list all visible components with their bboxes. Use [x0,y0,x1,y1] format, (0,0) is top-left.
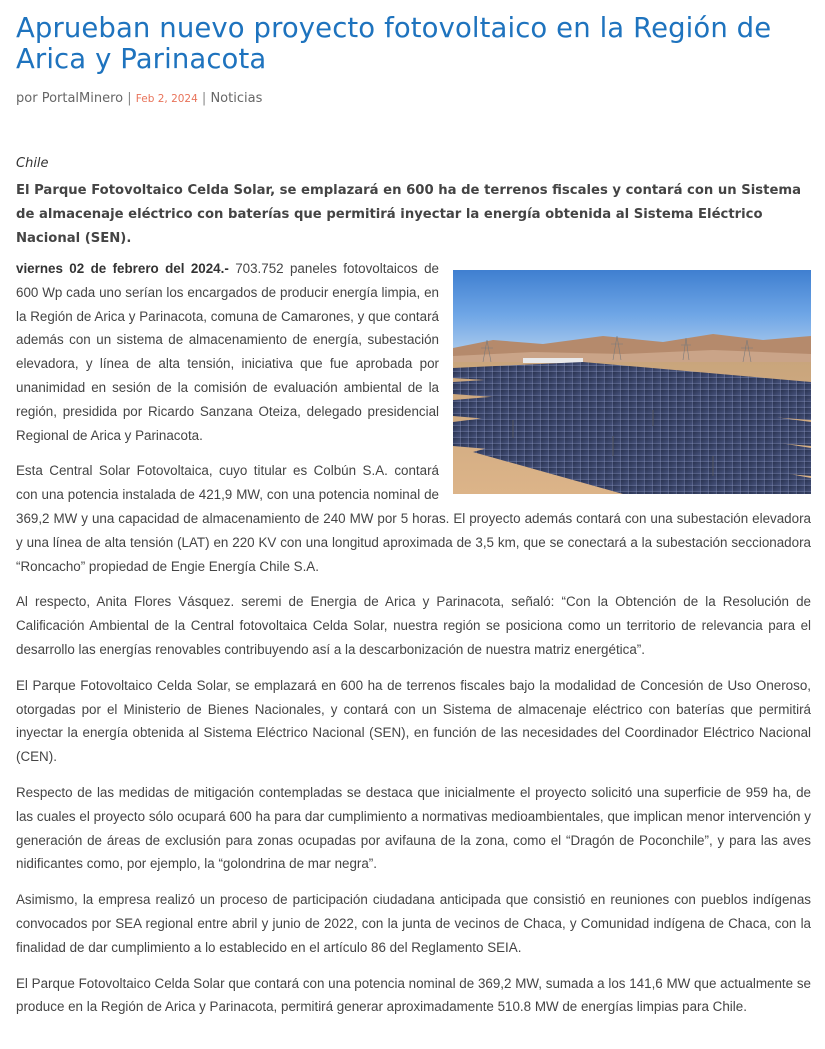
author-link[interactable]: PortalMinero [41,91,124,106]
published-date: Feb 2, 2024 [135,93,198,105]
paragraph-text: 703.752 paneles fotovoltaicos de 600 Wp cada uno serían los encargados de producir energía limpia, en la Región de Arica y Parinacota, comuna de Camarones, y que contará además con un sistema de almacenamiento de energía, subestación elevadora, y línea de alta tensión, iniciativa que fue aprobada por unanimidad en sesión de la comisión de evaluación ambiental de la región, presidida por Ricardo Sanzana Oteiza, delegado presidencial Regional de Arica y Parinacota. [16,261,439,443]
article [16,0,811,1031]
meta-separator: | [197,91,211,106]
paragraph: El Parque Fotovoltaico Celda Solar, se emplazará en 600 ha de terrenos fiscales bajo la modalidad de Concesión de Uso Oneroso, otorgadas por el Ministerio de Bienes Nacionales, y contará con un Sistema de almacenaje eléctrico con baterías que permitirá inyectar la energía obtenida al Sistema Eléctrico Nacional (SEN), en función de las necesidades del Coordinador Eléctrico Nacional (CEN). [16,677,811,765]
article-body [16,257,811,1019]
meta-separator: | [123,91,136,106]
paragraph: Esta Central Solar Fotovoltaica, cuyo titular es Colbún S.A. contará con una potencia instalada de 421,9 MW, con una potencia nominal de 369,2 MW y una capacidad de almacenamiento de 240 MW por 5 horas. El proyecto además contará con una subestación elevadora y una línea de alta tensión (LAT) en 220 KV con una longitud aproximada de 3,5 km, que se conectará a la subestación seccionadora “Roncacho” propiedad de Engie Energía Chile S.A. [16,463,811,574]
paragraph: El Parque Fotovoltaico Celda Solar que contará con una potencia nominal de 369,2 MW, sumada a los 141,6 MW que actualmente se produce en la Región de Arica y Parinacota, permitirá generar aproximadamente 510.8 MW de energías limpias para Chile. [16,975,811,1015]
kicker: Chile [16,156,49,171]
post-meta [16,90,811,108]
article-lead: El Parque Fotovoltaico Celda Solar, se emplazará en 600 ha de terrenos fiscales y contará con un Sistema de almacenaje eléctrico con baterías que permitirá inyectar la energía obtenida al Sistema Eléctrico Nacional (SEN). [16,183,802,246]
dateline: viernes 02 de febrero del 2024.- [16,261,229,276]
paragraph: Asimismo, la empresa realizó un proceso de participación ciudadana anticipada que consistió en reuniones con pueblos indígenas convocados por SEA regional entre abril y junio de 2022, con la junta de vecinos de Chaca, y Comunidad indígena de Chaca, con la finalidad de dar cumplimiento a lo establecido en el artículo 86 del Reglamento SEIA. [16,892,811,955]
meta-prefix: por [16,91,42,106]
article-title[interactable]: Aprueban nuevo proyecto fotovoltaico en la Región de Arica y Parinacota [16,12,772,75]
paragraph: Al respecto, Anita Flores Vásquez. seremi de Energia de Arica y Parinacota, señaló: “Con la Obtención de la Resolución de Calificación Ambiental de la Central fotovoltaica Celda Solar, nuestra región se posiciona como un territorio de relevancia para el desarrollo las energías renovables contribuyendo así a la descarbonización de nuestra matriz energética”. [16,594,811,657]
category-link[interactable]: Noticias [210,91,263,106]
solar-panel-field-image [453,270,811,494]
paragraph: Respecto de las medidas de mitigación contempladas se destaca que inicialmente el proyecto solicitó una superficie de 959 ha, de las cuales el proyecto sólo ocupará 600 ha para dar cumplimiento a normativas medioambientales, que implican menor intervención y generación de áreas de exclusión para zonas ocupadas por avifauna de la zona, como el “Dragón de Poconchile”, y para las aves nidificantes como, por ejemplo, la “golondrina de mar negra”. [16,784,811,872]
